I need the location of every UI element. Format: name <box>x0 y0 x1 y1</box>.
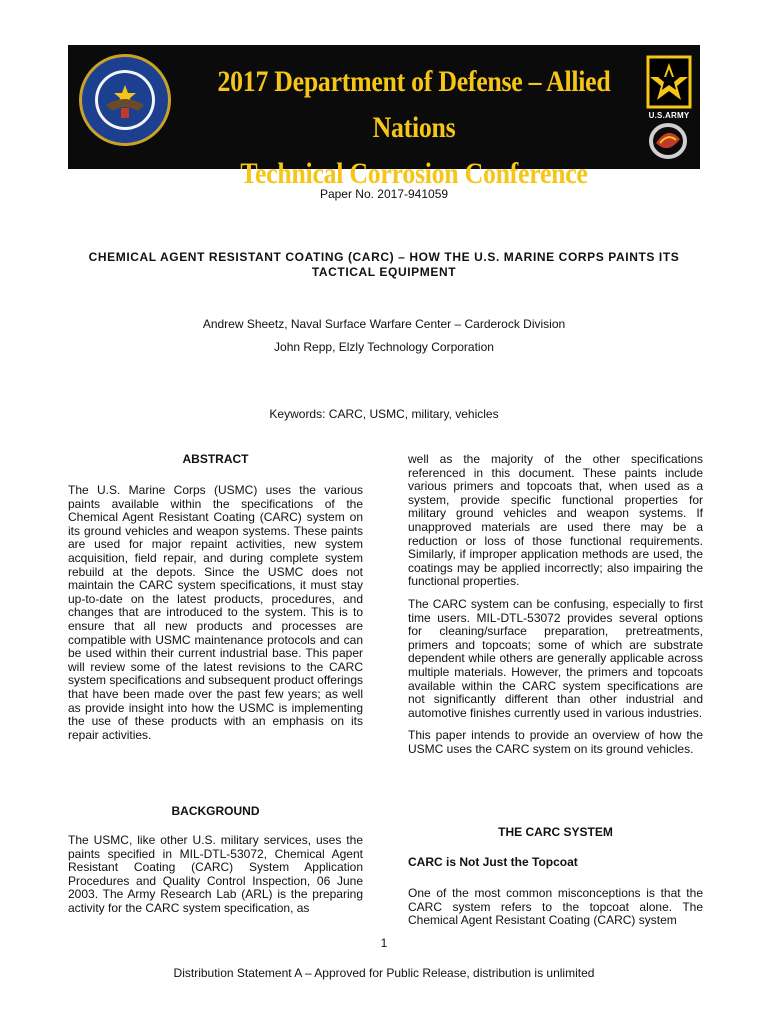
right-para-1: well as the majority of the other specifications referenced in this document. These paints include various primers and topcoats that, when used as a system, provide specific functional properties for military ground vehicles and weapon systems. If unapproved materials are used there may be a reduction or loss of those functional requirements. Similarly, if improper application methods are used, the coatings may be applied incorrectly; also impairing the functional properties. <box>408 452 703 589</box>
distribution-statement: Distribution Statement A – Approved for Public Release, distribution is unlimited <box>173 966 595 980</box>
right-para-3: This paper intends to provide an overview of how the USMC uses the CARC system on its ground vehicles. <box>408 728 703 756</box>
background-body <box>68 834 363 916</box>
right-column-body <box>408 453 703 756</box>
department-of-defense-seal-icon <box>78 53 172 147</box>
nace-logo-icon <box>648 121 688 161</box>
page-number: 1 <box>380 936 388 950</box>
keywords: Keywords: CARC, USMC, military, vehicles <box>269 407 499 421</box>
army-label: U.S.ARMY <box>648 111 690 120</box>
abstract-heading: ABSTRACT <box>182 452 249 466</box>
paper-title-line2: TACTICAL EQUIPMENT <box>311 265 457 279</box>
army-star-icon <box>646 55 692 109</box>
right-para-4: One of the most common misconceptions is that the CARC system refers to the topcoat alone. The Chemical Agent Resistant Coating (CARC) system <box>408 886 703 928</box>
paper-title <box>80 250 688 280</box>
conference-title-line2: Technical Corrosion Conference <box>240 157 588 190</box>
paper-title-line1: CHEMICAL AGENT RESISTANT COATING (CARC) – HOW THE U.S. MARINE CORPS PAINTS ITS <box>88 250 680 264</box>
paper-number: Paper No. 2017-941059 <box>319 187 449 201</box>
conference-title-line1: 2017 Department of Defense – Allied Nations <box>217 65 611 144</box>
carc-system-heading: THE CARC SYSTEM <box>498 825 613 839</box>
abstract-body <box>68 484 363 742</box>
right-column-continued <box>408 887 703 928</box>
conference-title <box>216 59 612 197</box>
author-2: John Repp, Elzly Technology Corporation <box>274 340 494 354</box>
carc-topcoat-subheading: CARC is Not Just the Topcoat <box>408 855 578 869</box>
right-para-2: The CARC system can be confusing, especially to first time users. MIL-DTL-53072 provides several options for cleaning/surface preparation, pretreatments, primers and topcoats; some of which are substrate dependent while others are generally applicable across multiple materials. However, the primers and topcoats available within the CARC system specifications are not significantly different than other industrial and automotive finishes currently used in various industries. <box>408 596 703 720</box>
author-1: Andrew Sheetz, Naval Surface Warfare Center – Carderock Division <box>202 317 566 331</box>
background-heading: BACKGROUND <box>171 804 260 818</box>
abstract-text: The U.S. Marine Corps (USMC) uses the various paints available within the specifications of the Chemical Agent Resistant Coating (CARC) system on its ground vehicles and weapon systems. These paints are used for major repaint activities, new system acquisition, field repair, and during complete system rebuild at the depots. Since the USMC does not maintain the CARC system specifications, it must stay up-to-date on the latest products, procedures, and changes that are introduced to the system. This is to ensure that all new products and processes are compatible with USMC maintenance protocols and can be used within their current industrial base. This paper will review some of the latest revisions to the CARC system specifications and subsequent product offerings that have been made over the past few years; as well as provide insight into how the USMC is implementing the use of these products with an emphasis on its repair activities. <box>68 483 363 742</box>
conference-banner <box>68 45 700 190</box>
background-text: The USMC, like other U.S. military services, uses the paints specified in MIL-DTL-53072, Chemical Agent Resistant Coating (CARC) System Application Procedures and Quality Control Inspection, 06 June 2003. The Army Research Lab (ARL) is the preparing activity for the CARC system specification, as <box>68 833 363 915</box>
